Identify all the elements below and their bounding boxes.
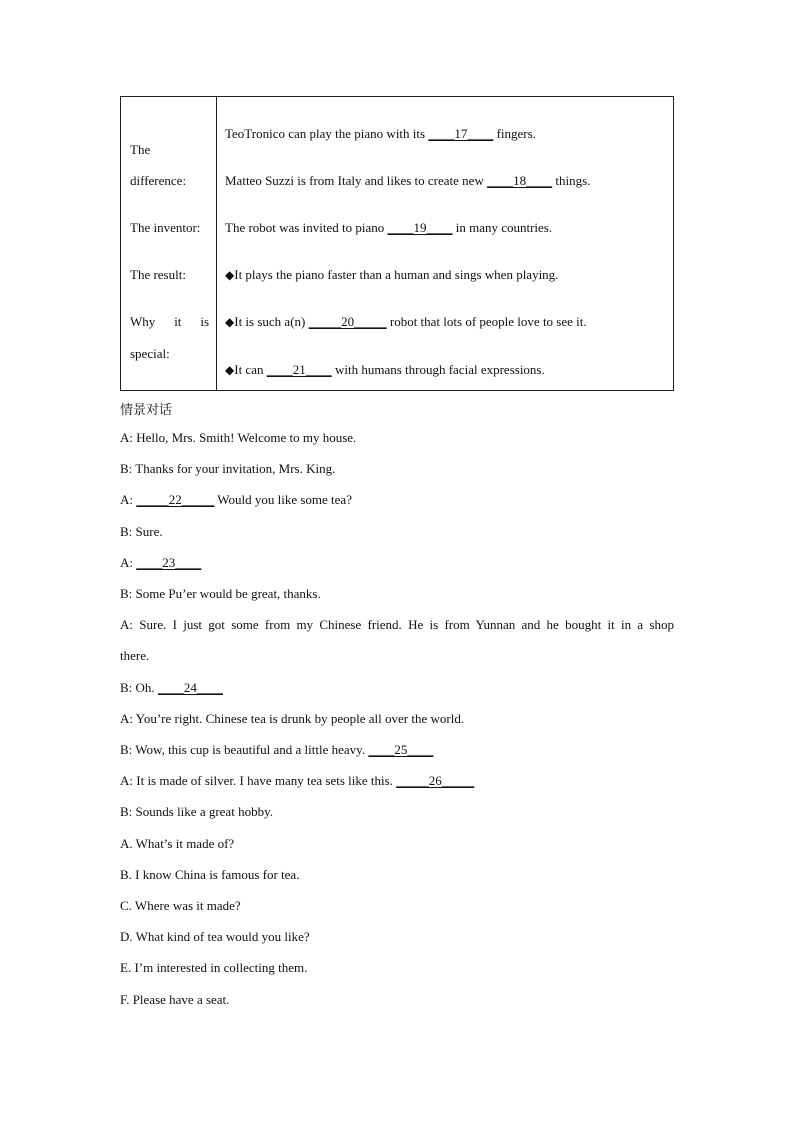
diamond-bullet-icon: ◆ <box>225 315 235 329</box>
answer-blank[interactable]: ____18____ <box>487 173 553 188</box>
dialogue-section-title: 情景对话 <box>120 403 173 418</box>
robot-info-table <box>120 96 674 391</box>
answer-blank[interactable]: ____19____ <box>387 220 453 235</box>
answer-blank[interactable]: _____22_____ <box>136 492 215 507</box>
table-line: Matteo Suzzi is from Italy and likes to create new ____18____ things. <box>225 173 591 188</box>
answer-option: A. What’s it made of? <box>120 836 235 851</box>
table-line: The robot was invited to piano ____19____ in many countries. <box>225 220 553 235</box>
label-column <box>121 97 217 391</box>
answer-blank[interactable]: _____20_____ <box>308 314 387 329</box>
answer-option: F. Please have a seat. <box>120 992 230 1007</box>
answer-blank[interactable]: ____24____ <box>157 680 223 695</box>
answer-option: D. What kind of tea would you like? <box>120 929 310 944</box>
table-line: ◆It plays the piano faster than a human and sings when playing. <box>225 267 559 282</box>
dialogue-line: B: Sure. <box>120 524 163 539</box>
dialogue-line: B: Sounds like a great hobby. <box>120 804 273 819</box>
dialogue-line: A: ____23____ <box>120 555 202 570</box>
dialogue-line: A: Hello, Mrs. Smith! Welcome to my house. <box>120 430 357 445</box>
dialogue-line: A: _____22_____ Would you like some tea? <box>120 492 352 507</box>
dialogue-line: A: It is made of silver. I have many tea sets like this. _____26_____ <box>120 773 475 788</box>
answer-option: E. I’m interested in collecting them. <box>120 960 308 975</box>
label-word: it <box>174 314 182 329</box>
answer-option: C. Where was it made? <box>120 898 241 913</box>
table-line: TeoTronico can play the piano with its ____17____ fingers. <box>225 126 536 141</box>
label-difference-line1: The <box>130 142 151 157</box>
label-inventor: The inventor: <box>130 220 201 235</box>
label-word: Why <box>130 314 156 329</box>
dialogue-line: A: You’re right. Chinese tea is drunk by people all over the world. <box>120 711 465 726</box>
diamond-bullet-icon: ◆ <box>225 268 235 282</box>
label-word: is <box>200 314 209 329</box>
content-column <box>217 97 674 391</box>
diamond-bullet-icon: ◆ <box>225 363 235 377</box>
table-line: ◆It is such a(n) _____20_____ robot that lots of people love to see it. <box>225 314 587 329</box>
dialogue-line: B: Some Pu’er would be great, thanks. <box>120 586 321 601</box>
answer-blank[interactable]: _____26_____ <box>396 773 475 788</box>
dialogue-line: B: Oh. ____24____ <box>120 680 223 695</box>
dialogue-line: A: Sure. I just got some from my Chinese friend. He is from Yunnan and he bought it in a shop <box>120 617 674 632</box>
answer-option: B. I know China is famous for tea. <box>120 867 300 882</box>
dialogue-line: B: Wow, this cup is beautiful and a little heavy. ____25____ <box>120 742 434 757</box>
label-why-special-line2: special: <box>130 346 170 361</box>
answer-blank[interactable]: ____23____ <box>136 555 202 570</box>
answer-blank[interactable]: ____25____ <box>368 742 434 757</box>
answer-blank[interactable]: ____17____ <box>428 126 494 141</box>
dialogue-line: there. <box>120 648 150 663</box>
table-line: ◆It can ____21____ with humans through facial expressions. <box>225 362 545 377</box>
label-result: The result: <box>130 267 186 282</box>
answer-blank[interactable]: ____21____ <box>266 362 332 377</box>
label-difference-line2: difference: <box>130 173 187 188</box>
dialogue-line: B: Thanks for your invitation, Mrs. King. <box>120 461 336 476</box>
label-why-special-line1 <box>130 314 209 330</box>
